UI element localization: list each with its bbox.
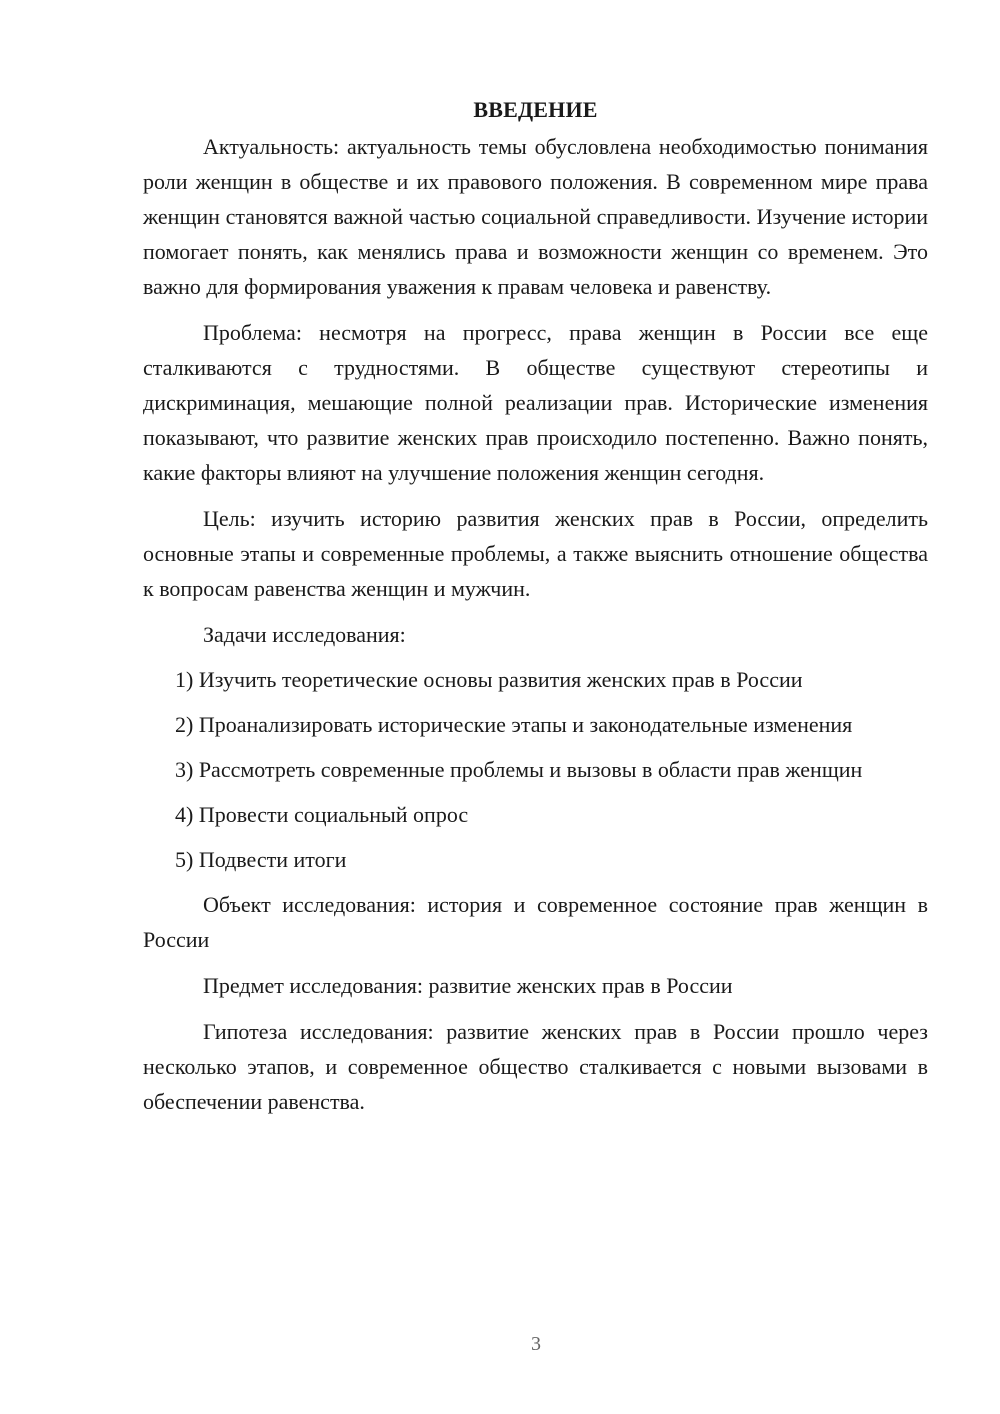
paragraph-problem: Проблема: несмотря на прогресс, права женщин в России все еще сталкиваются с трудностями. В обществе существуют стереотипы и дискриминация, мешающие полной реализации прав. Исторические изменения показывают, что развитие женских прав происходило постепенно. Важно понять, какие факторы влияют на улучшение положения женщин сегодня.: [143, 320, 928, 485]
task-item-1: 1) Изучить теоретические основы развития женских прав в России: [175, 667, 803, 692]
paragraph-relevance: Актуальность: актуальность темы обусловлена необходимостью понимания роли женщин в обществе и их правового положения. В современном мире права женщин становятся важной частью социальной справедливости. Изучение истории помогает понять, как менялись права и возможности женщин со временем. Это важно для формирования уважения к правам человека и равенству.: [143, 134, 928, 299]
paragraph-object: Объект исследования: история и современное состояние прав женщин в России: [143, 892, 928, 952]
paragraph-hypothesis: Гипотеза исследования: развитие женских прав в России прошло через несколько этапов, и современное общество сталкивается с новыми вызовами в обеспечении равенства.: [143, 1019, 928, 1114]
task-item-3: 3) Рассмотреть современные проблемы и вызовы в области прав женщин: [175, 757, 863, 782]
task-item-2: 2) Проанализировать исторические этапы и законодательные изменения: [175, 712, 853, 737]
task-item-5: 5) Подвести итоги: [175, 847, 347, 872]
tasks-heading: Задачи исследования:: [203, 622, 406, 647]
section-title: ВВЕДЕНИЕ: [473, 97, 598, 122]
paragraph-subject: Предмет исследования: развитие женских прав в России: [203, 973, 733, 998]
paragraph-goal: Цель: изучить историю развития женских прав в России, определить основные этапы и современные проблемы, а также выяснить отношение общества к вопросам равенства женщин и мужчин.: [143, 506, 928, 601]
page-content: [143, 92, 928, 1130]
page-number: 3: [531, 1333, 541, 1355]
task-item-4: 4) Провести социальный опрос: [175, 802, 469, 827]
